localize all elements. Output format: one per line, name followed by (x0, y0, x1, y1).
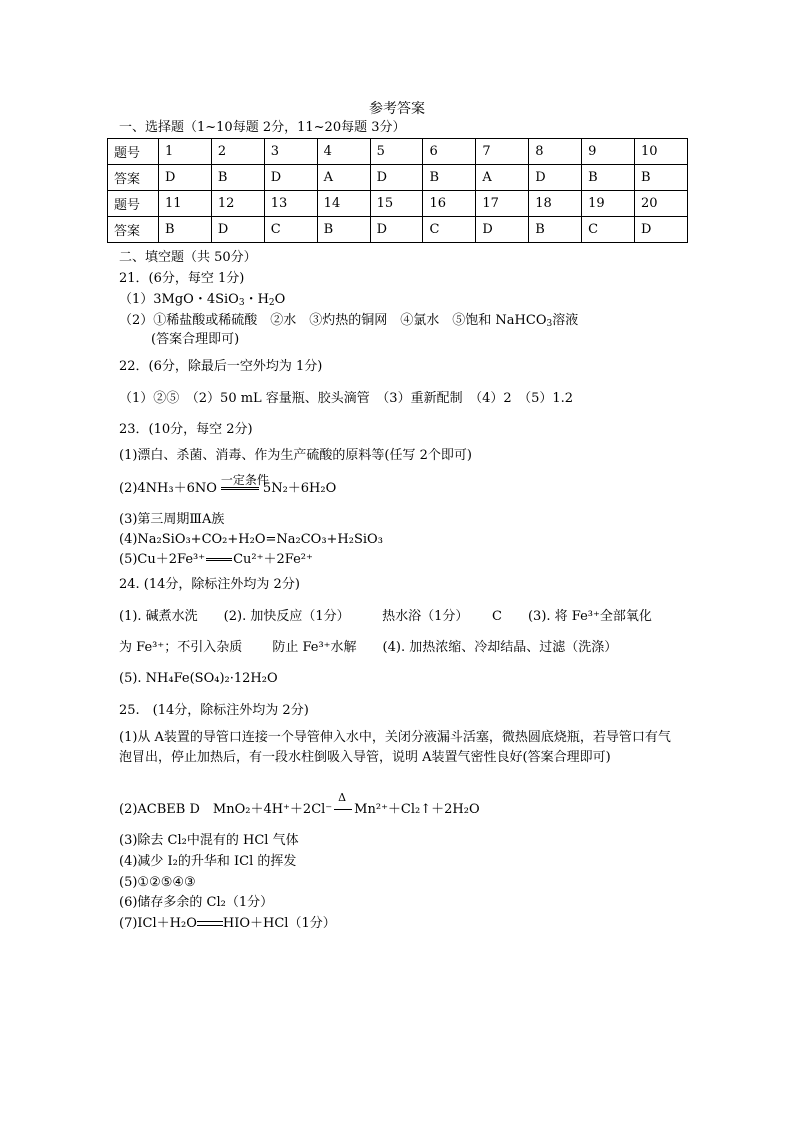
table-row (108, 139, 688, 165)
q22-answer: （1）②⑤ （2）50 mL 容量瓶、胶头滴管 （3）重新配制 （4）2 （5）1.2 (119, 391, 574, 406)
table-cell: 15 (370, 191, 423, 217)
q25-answer-2: (2)ACBEB D MnO₂＋4H⁺＋2Cl⁻ Δ Mn²⁺＋Cl₂↑＋2H₂O (119, 791, 480, 817)
table-cell: D (211, 217, 264, 243)
table-cell: 9 (582, 139, 635, 165)
table-row (108, 191, 688, 217)
table-cell: 10 (635, 139, 688, 165)
q24-line-1: (1). 碱煮水洗 (2). 加快反应（1分） 热水浴（1分） C (3). 将 Fe³⁺全部氧化 (119, 609, 652, 624)
q23-heading: 23．(10分，每空 2分) (119, 422, 253, 437)
table-cell: 20 (635, 191, 688, 217)
q24-line-2: 为 Fe³⁺；不引入杂质 防止 Fe³⁺水解 (4). 加热浓缩、冷却结晶、过滤（洗涤） (119, 640, 618, 655)
answer-table (107, 138, 688, 243)
table-cell: 18 (529, 191, 582, 217)
table-cell: D (529, 165, 582, 191)
q23-answer-4: (4)Na₂SiO₃+CO₂+H₂O=Na₂CO₃+H₂SiO₃ (119, 532, 383, 547)
section2-heading: 二、填空题（共 50分） (119, 250, 257, 265)
reversible-arrow (197, 920, 223, 928)
q25-answer-4: (4)减少 I₂的升华和 ICl 的挥发 (119, 854, 297, 869)
q23-answer-1: (1)漂白、杀菌、消毒、作为生产硫酸的原料等(任写 2个即可) (119, 448, 472, 463)
equals-arrow (206, 558, 232, 561)
table-cell: B (159, 217, 212, 243)
table-cell: 1 (159, 139, 212, 165)
table-row (108, 217, 688, 243)
q24-line-3: (5). NH₄Fe(SO₄)₂·12H₂O (119, 671, 278, 686)
q23-answer-3: (3)第三周期ⅢA族 (119, 512, 225, 527)
reaction-condition-arrow: 一定条件 (221, 481, 259, 497)
table-cell: A (476, 165, 529, 191)
q23-answer-5: (5)Cu＋2Fe³⁺ Cu²⁺＋2Fe²⁺ (119, 552, 313, 567)
table-cell: 7 (476, 139, 529, 165)
q21-answer-2: （2）①稀盐酸或稀硫酸 ②水 ③灼热的铜网 ④氯水 ⑤饱和 NaHCO$_3$溶液 (119, 313, 579, 329)
table-cell: 8 (529, 139, 582, 165)
q25-heading: 25. (14分，除标注外均为 2分) (119, 703, 309, 718)
table-cell: D (264, 165, 317, 191)
q22-heading: 22．(6分，除最后一空外均为 1分) (119, 359, 323, 374)
table-cell: D (370, 217, 423, 243)
table-cell: C (423, 217, 476, 243)
table-cell: 5 (370, 139, 423, 165)
table-row (108, 165, 688, 191)
row-label: 题号 (108, 139, 159, 165)
table-cell: 11 (159, 191, 212, 217)
q21-note: (答案合理即可) (151, 332, 240, 347)
table-cell: 6 (423, 139, 476, 165)
table-cell: A (317, 165, 370, 191)
table-cell: 12 (211, 191, 264, 217)
table-cell: C (264, 217, 317, 243)
table-cell: D (635, 217, 688, 243)
table-cell: C (582, 217, 635, 243)
q21-answer-1: （1）3MgO・4SiO$_3$・$H_2O$ (119, 292, 286, 308)
table-cell: D (159, 165, 212, 191)
table-cell: B (211, 165, 264, 191)
q25-answer-3: (3)除去 Cl₂中混有的 HCl 气体 (119, 833, 299, 848)
q24-heading: 24. (14分，除标注外均为 2分) (119, 577, 300, 592)
heat-arrow: Δ (334, 802, 352, 818)
q23-answer-2: (2)4NH₃＋6NO 一定条件 5N₂＋6H₂O (119, 473, 337, 496)
table-cell: B (635, 165, 688, 191)
q25-answer-1: (1)从 A装置的导管口连接一个导管伸入水中，关闭分液漏斗活塞，微热圆底烧瓶，若导管口有气泡冒出，停止加热后，有一段水柱倒吸入导管，说明 A装置气密性良好(答案合理即可) (119, 730, 671, 765)
table-cell: D (370, 165, 423, 191)
table-cell: 17 (476, 191, 529, 217)
table-cell: B (582, 165, 635, 191)
table-cell: 14 (317, 191, 370, 217)
table-cell: 4 (317, 139, 370, 165)
q21-heading: 21．(6分，每空 1分) (119, 271, 245, 286)
row-label: 题号 (108, 191, 159, 217)
section1-heading: 一、选择题（1~10每题 2分，11~20每题 3分） (119, 120, 406, 135)
row-label: 答案 (108, 217, 159, 243)
table-cell: B (529, 217, 582, 243)
table-cell: B (423, 165, 476, 191)
page-title: 参考答案 (369, 101, 425, 117)
table-cell: D (476, 217, 529, 243)
table-cell: 2 (211, 139, 264, 165)
q25-answer-5: (5)①②⑤④③ (119, 875, 196, 890)
table-cell: 3 (264, 139, 317, 165)
row-label: 答案 (108, 165, 159, 191)
q25-answer-6: (6)储存多余的 Cl₂（1分） (119, 895, 274, 910)
table-cell: B (317, 217, 370, 243)
table-cell: 13 (264, 191, 317, 217)
table-cell: 19 (582, 191, 635, 217)
q25-answer-7: (7)ICl＋H₂O HIO＋HCl（1分） (119, 916, 336, 931)
table-cell: 16 (423, 191, 476, 217)
